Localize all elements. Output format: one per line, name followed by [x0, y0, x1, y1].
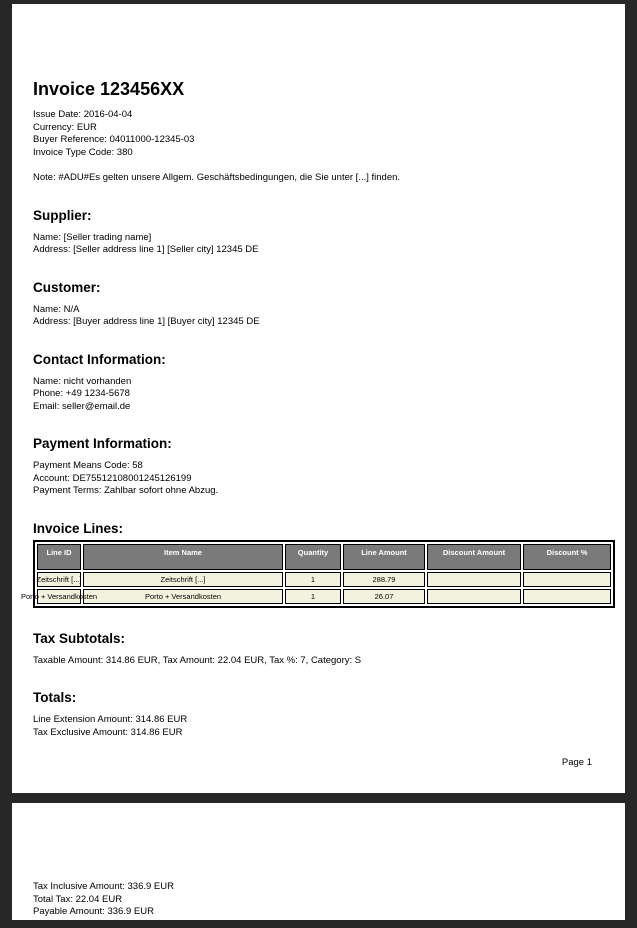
table-row: [37, 589, 611, 604]
payment-account-line: Account: DE75512108001245126199: [33, 472, 192, 484]
section-heading-totals: Totals:: [33, 690, 77, 705]
contact-email-line: Email: seller@email.de: [33, 400, 131, 412]
page-2-content: [12, 803, 625, 919]
section-heading-invoice-lines: Invoice Lines:: [33, 520, 124, 536]
cell-discount-amount: [427, 572, 521, 587]
contact-section: [33, 376, 604, 414]
payment-section: [33, 460, 604, 498]
cell-line-id: Porto + Versandkosten: [37, 589, 81, 604]
col-header-line-id: Line ID: [37, 544, 81, 570]
contact-name-line: Name: nicht vorhanden: [33, 375, 132, 387]
invoice-title: Invoice 123456XX: [33, 79, 185, 99]
customer-name-line: Name: N/A: [33, 303, 80, 315]
tax-exclusive-amount-line: Tax Exclusive Amount: 314.86 EUR: [33, 726, 183, 738]
customer-address-line: Address: [Buyer address line 1] [Buyer city] 12345 DE: [33, 316, 260, 327]
col-header-discount-amount: Discount Amount: [427, 544, 521, 570]
section-heading-payment: Payment Information:: [33, 436, 172, 451]
cell-line-amount: 288.79: [343, 572, 425, 587]
table-header-row: [37, 544, 611, 570]
tax-subtotals-section: [33, 655, 604, 668]
buyer-reference-line: Buyer Reference: 04011000-12345-03: [33, 134, 195, 145]
tax-subtotal-line: Taxable Amount: 314.86 EUR, Tax Amount: 22.04 EUR, Tax %: 7, Category: S: [33, 654, 362, 666]
supplier-name-line: Name: [Seller trading name]: [33, 231, 152, 243]
col-header-line-amount: Line Amount: [343, 544, 425, 570]
invoice-meta: [33, 109, 604, 159]
col-header-discount-pct: Discount %: [523, 544, 611, 570]
cell-discount-pct: [523, 572, 611, 587]
table-row: [37, 572, 611, 587]
section-heading-customer: Customer:: [33, 279, 101, 295]
section-heading-tax-subtotals: Tax Subtotals:: [33, 630, 126, 646]
document-page-1: [12, 4, 625, 793]
cell-item-name: Porto + Versandkosten: [83, 589, 283, 604]
col-header-quantity: Quantity: [285, 544, 341, 570]
cell-item-name: Zeitschrift [...]: [83, 572, 283, 587]
line-extension-amount-line: Line Extension Amount: 314.86 EUR: [33, 714, 188, 725]
cell-discount-amount: [427, 589, 521, 604]
invoice-note: Note: #ADU#Es gelten unsere Allgem. Geschäftsbedingungen, die Sie unter [...] finden.: [33, 172, 401, 183]
section-heading-contact: Contact Information:: [33, 351, 166, 367]
section-heading-supplier: Supplier:: [33, 207, 92, 223]
invoice-lines-table: [20, 540, 615, 608]
payment-terms-line: Payment Terms: Zahlbar sofort ohne Abzug.: [33, 485, 219, 496]
invoice-type-code-line: Invoice Type Code: 380: [33, 146, 133, 158]
document-page-2: [12, 803, 625, 920]
payment-means-code-line: Payment Means Code: 58: [33, 460, 143, 471]
payable-amount-line: Payable Amount: 336.9 EUR: [33, 906, 154, 917]
issue-date-line: Issue Date: 2016-04-04: [33, 109, 133, 120]
supplier-address-line: Address: [Seller address line 1] [Seller city] 12345 DE: [33, 244, 259, 255]
contact-phone-line: Phone: +49 1234-5678: [33, 388, 130, 399]
customer-section: [33, 304, 604, 329]
cell-quantity: 1: [285, 572, 341, 587]
tax-inclusive-amount-line: Tax Inclusive Amount: 336.9 EUR: [33, 881, 174, 892]
cell-quantity: 1: [285, 589, 341, 604]
totals-section: [33, 714, 604, 739]
page-number: Page 1: [561, 757, 592, 768]
col-header-item-name: Item Name: [83, 544, 283, 570]
cell-line-id: Zeitschrift [...]: [37, 572, 81, 587]
cell-discount-pct: [523, 589, 611, 604]
currency-line: Currency: EUR: [33, 121, 97, 133]
supplier-section: [33, 232, 604, 257]
page-1-content: [12, 4, 625, 793]
total-tax-line: Total Tax: 22.04 EUR: [33, 893, 123, 905]
cell-line-amount: 26.07: [343, 589, 425, 604]
